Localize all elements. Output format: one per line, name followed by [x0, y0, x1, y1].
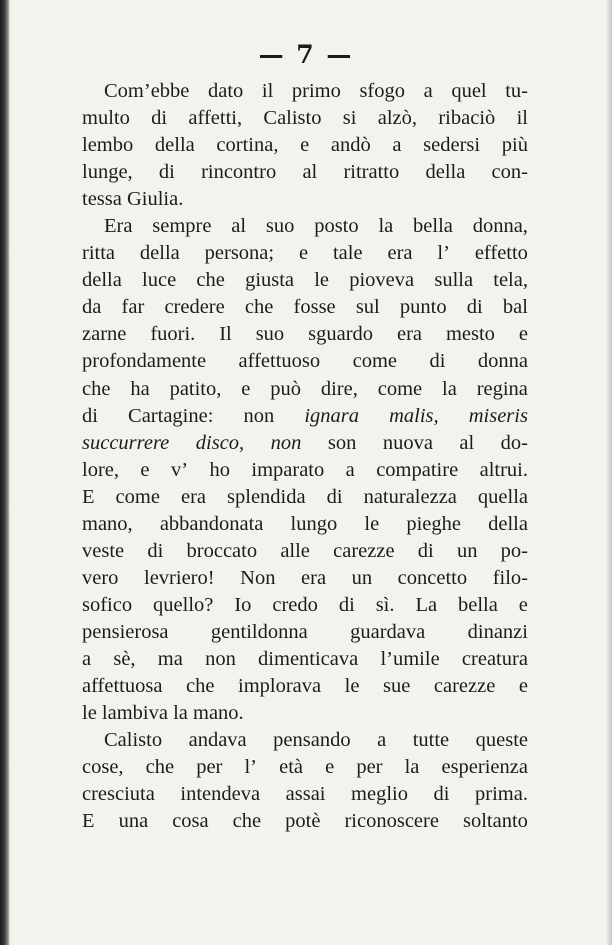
page-number: — 7 —	[258, 40, 354, 69]
text-line: vero levriero! Non era un concetto filo-	[82, 566, 528, 589]
text-line: multo di affetti, Calisto si alzò, ribaciò il	[82, 107, 528, 130]
text-line: che ha patito, e può dire, come la regina	[82, 377, 528, 400]
text-line: a sè, ma non dimenticava l’umile creatura	[82, 647, 528, 670]
text-line: profondamente affettuoso come di donna	[82, 350, 528, 373]
book-spine-shadow	[0, 0, 10, 945]
text-line: E come era splendida di naturalezza quella	[82, 485, 528, 508]
text-line: da far credere che fosse sul punto di bal	[82, 296, 528, 319]
text-line: tessa Giulia.	[82, 188, 184, 211]
text-line: pensierosa gentildonna guardava dinanzi	[82, 620, 528, 643]
text-line: della luce che giusta le pioveva sulla tela,	[82, 269, 528, 292]
text-line: zarne fuori. Il suo sguardo era mesto e	[82, 323, 528, 346]
text-line: lembo della cortina, e andò a sedersi più	[82, 134, 528, 157]
text-line: Com’ebbe dato il primo sfogo a quel tu-	[104, 80, 528, 102]
text-line: lore, e v’ ho imparato a compatire altrui.	[82, 458, 528, 481]
text-line: E una cosa che potè riconoscere soltanto	[82, 810, 528, 833]
body-text	[82, 78, 528, 835]
text-line: cose, che per l’ età e per la esperienza	[82, 756, 528, 779]
text-line: cresciuta intendeva assai meglio di prima.	[82, 783, 528, 806]
text-line: sofico quello? Io credo di sì. La bella e	[82, 593, 528, 616]
text-line: succurrere disco, non son nuova al do-	[82, 431, 528, 454]
text-line: affettuosa che implorava le sue carezze e	[82, 675, 528, 698]
text-line: veste di broccato alle carezze di un po-	[82, 539, 528, 562]
text-line: le lambiva la mano.	[82, 702, 244, 725]
page-edge-shadow	[606, 0, 612, 945]
text-line: lunge, di rincontro al ritratto della con-	[82, 161, 528, 184]
text-line: Calisto andava pensando a tutte queste	[104, 729, 528, 752]
text-line: ritta della persona; e tale era l’ effetto	[82, 242, 528, 265]
text-line: mano, abbandonata lungo le pieghe della	[82, 512, 528, 535]
text-line: di Cartagine: non ignara malis, miseris	[82, 404, 528, 427]
text-line: Era sempre al suo posto la bella donna,	[104, 215, 528, 238]
